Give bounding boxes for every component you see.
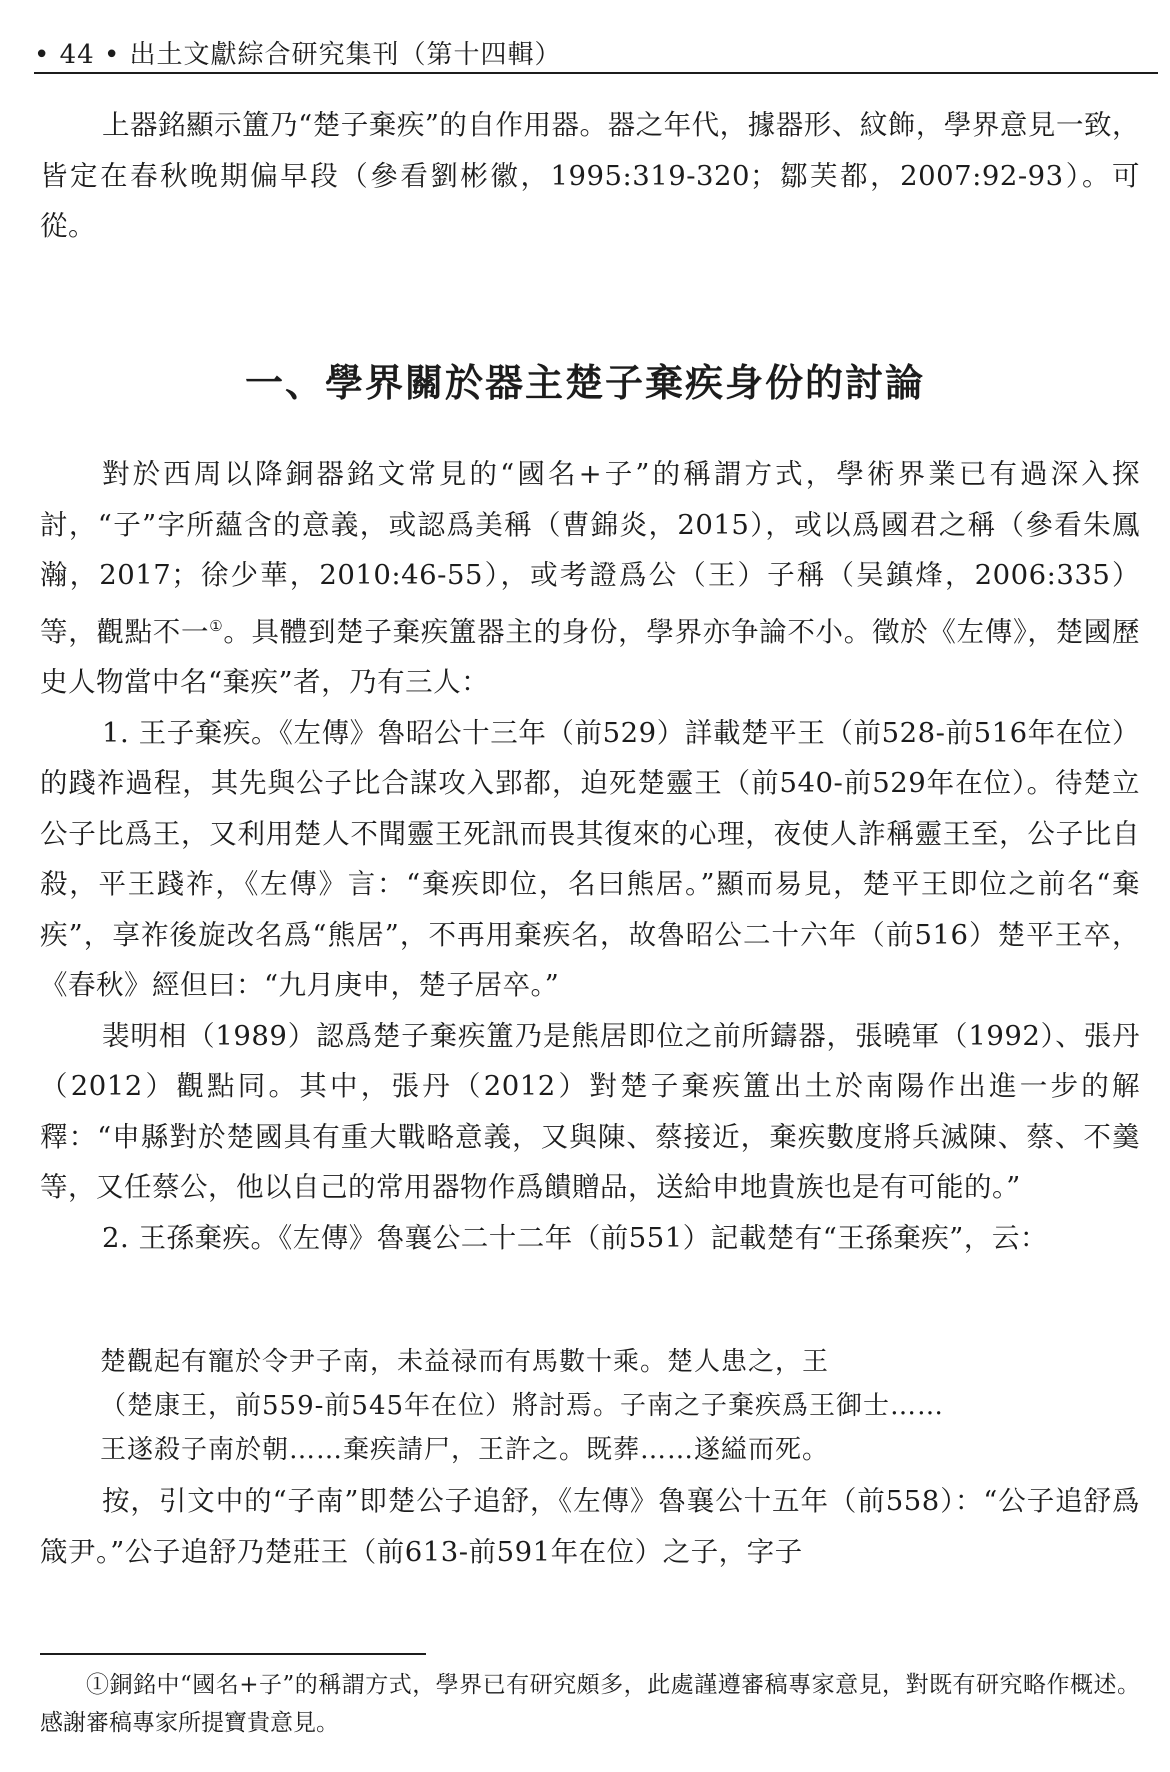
body-paragraph-1 xyxy=(40,449,1140,708)
section-heading: 一、學界關於器主楚子棄疾身份的討論 xyxy=(244,361,925,405)
body-paragraph-3: 裴明相（1989）認爲楚子棄疾簠乃是熊居即位之前所鑄器，張曉軍（1992）、張丹（2012）觀點同。其中，張丹（2012）對楚子棄疾簠出土於南陽作出進一步的解釋：“申縣對於楚國具有重大戰略意義，又與陳、蔡接近，棄疾數度將兵滅陳、蔡、不羹等，又任蔡公，他以自己的常用器物作爲饋贈品，送給申地貴族也是有可能的。” xyxy=(40,1019,1140,1204)
block-quote xyxy=(100,1340,1090,1472)
after-quote-block xyxy=(40,1476,1140,1577)
header-rule xyxy=(34,72,1158,74)
paragraph-1-text-b: 。具體到楚子棄疾簠器主的身份，學界亦争論不小。徵於《左傳》，楚國歷史人物當中名“棄疾”者，乃有三人： xyxy=(40,615,1141,699)
after-quote-paragraph: 按，引文中的“子南”即楚公子追舒，《左傳》魯襄公十五年（前558）：“公子追舒爲箴尹。”公子追舒乃楚莊王（前613-前591年在位）之子，字子 xyxy=(40,1485,1140,1568)
intro-block xyxy=(40,100,1140,252)
body-paragraph-2: 1. 王子棄疾。《左傳》魯昭公十三年（前529）詳載楚平王（前528-前516年在位）的踐祚過程，其先與公子比合謀攻入郢都，迫死楚靈王（前540-前529年在位）。待楚立公子比爲王，又利用楚人不聞靈王死訊而畏其復來的心理，夜使人詐稱靈王至，公子比自殺，平王踐祚，《左傳》言：“棄疾即位，名曰熊居。”顯而易見，楚平王即位之前名“棄疾”，享祚後旋改名爲“熊居”，不再用棄疾名，故魯昭公二十六年（前516）楚平王卒，《春秋》經但曰：“九月庚申，楚子居卒。” xyxy=(40,716,1140,1002)
quote-line-3: 王遂殺子南於朝……棄疾請尸，王許之。既葬……遂縊而死。 xyxy=(100,1435,830,1465)
paragraph-1-text-a: 對於西周以降銅器銘文常見的“國名+子”的稱謂方式，學術界業已有過深入探討，“子”字所蘊含的意義，或認爲美稱（曹錦炎，2015），或以爲國君之稱（參看朱鳳瀚，2017；徐少華，2010:46-55），或考證爲公（王）子稱（吴鎮烽，2006:335）等，觀點不一 xyxy=(40,458,1140,648)
footnote-rule xyxy=(40,1653,426,1655)
body-paragraph-4: 2. 王孫棄疾。《左傳》魯襄公二十二年（前551）記載楚有“王孫棄疾”，云： xyxy=(102,1221,1048,1254)
intro-paragraph: 上器銘顯示簠乃“楚子棄疾”的自作用器。器之年代，據器形、紋飾，學界意見一致，皆定在春秋晚期偏早段（參看劉彬徽，1995:319-320；鄒芙都，2007:92-93）。可從。 xyxy=(40,109,1140,242)
footnote-text: ①銅銘中“國名+子”的稱謂方式，學界已有研究頗多，此處謹遵審稿專家意見，對既有研究略作概述。感謝審稿專家所提寶貴意見。 xyxy=(40,1672,1140,1736)
quote-line-2: （楚康王，前559-前545年在位）將討焉。子南之子棄疾爲王御士…… xyxy=(100,1391,945,1421)
running-header: • 44 • 出土文獻綜合研究集刊（第十四輯） xyxy=(34,40,562,70)
main-body xyxy=(40,449,1140,1263)
quote-line-1: 楚觀起有寵於令尹子南，未益禄而有馬數十乘。楚人患之，王 xyxy=(100,1347,830,1377)
footnote-mark[interactable]: ① xyxy=(209,616,224,635)
